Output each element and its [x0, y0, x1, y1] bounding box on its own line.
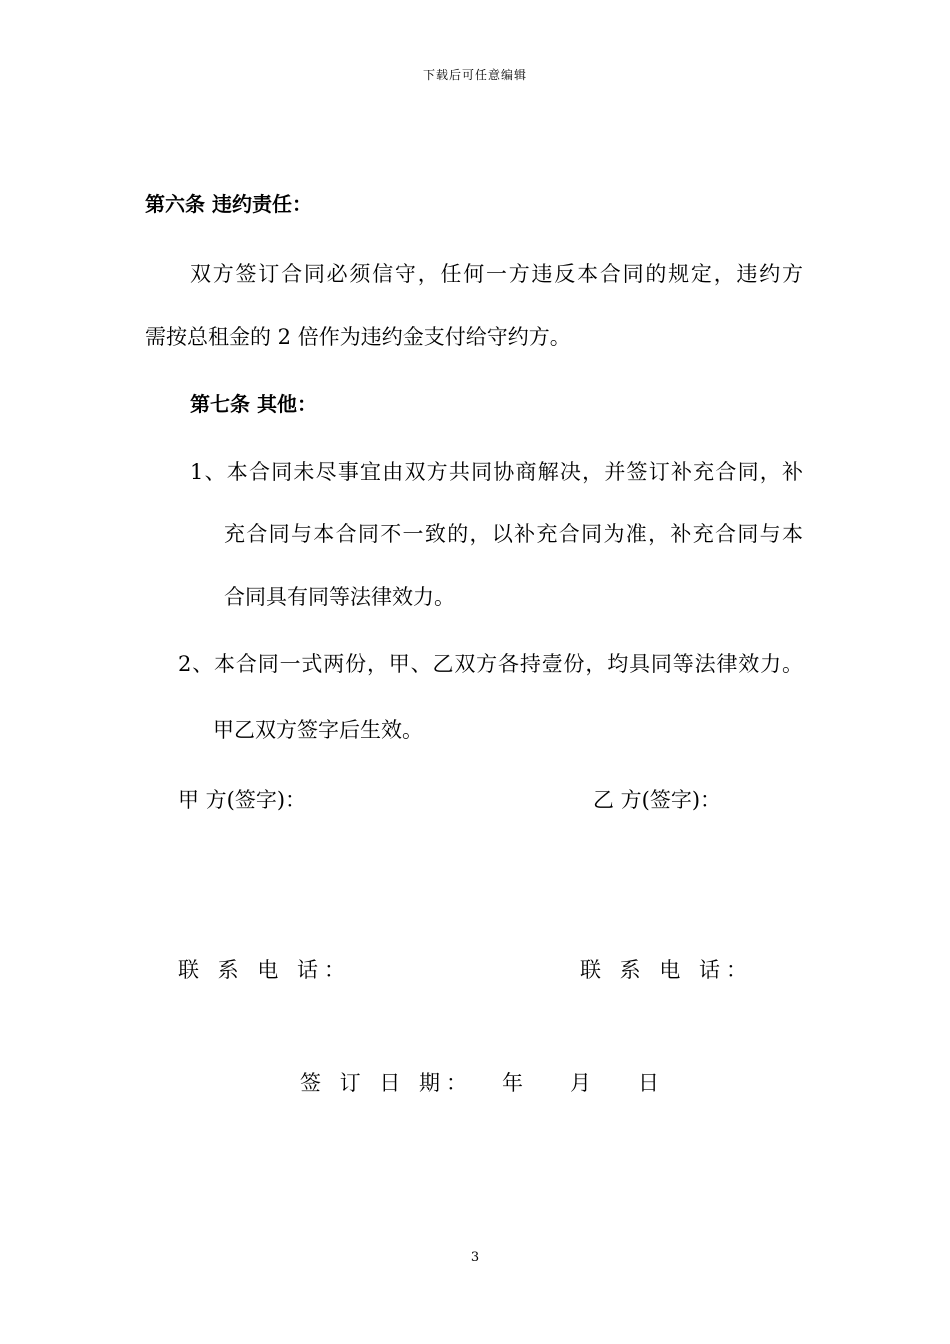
article-6-heading: 第六条 违约责任： [145, 192, 312, 216]
article-7-heading: 第七条 其他： [190, 392, 317, 416]
effective-clause: 甲乙双方签字后生效。 [213, 718, 423, 742]
party-a-signature-label: 甲 方(签字)： [178, 788, 307, 812]
signing-date-label: 签 订 日 期： [300, 1071, 474, 1095]
article-6-body-line-1: 双方签订合同必须信守，任何一方违反本合同的规定，违约方 [190, 262, 803, 286]
page-header: 下载后可任意编辑 [422, 68, 527, 82]
article-7-clause-2: 2、本合同一式两份，甲、乙双方各持壹份，均具同等法律效力。 [178, 652, 803, 676]
article-7-clause-1-line-2: 充合同与本合同不一致的，以补充合同为准，补充合同与本 [224, 522, 803, 546]
party-b-signature-label: 乙 方(签字)： [593, 788, 722, 812]
party-b-phone-label: 联 系 电 话： [580, 958, 754, 982]
page-number: 3 [470, 1250, 480, 1265]
signing-date-month: 月 [570, 1071, 591, 1095]
signing-date-day: 日 [638, 1071, 659, 1095]
article-6-body-line-2: 需按总租金的 2 倍作为违约金支付给守约方。 [145, 325, 571, 349]
article-7-clause-1-line-3: 合同具有同等法律效力。 [224, 585, 455, 609]
party-a-phone-label: 联 系 电 话： [178, 958, 352, 982]
article-7-clause-1-line-1: 1、本合同未尽事宜由双方共同协商解决，并签订补充合同，补 [190, 460, 803, 484]
signing-date-year: 年 [502, 1071, 523, 1095]
